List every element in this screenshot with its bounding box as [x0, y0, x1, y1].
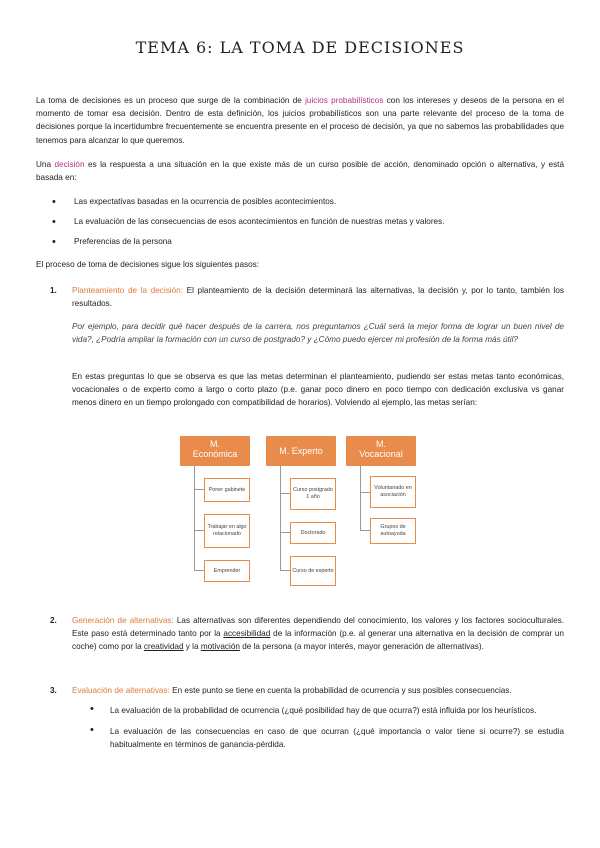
- step-2-text: de la información (p.e. al generar una alternativa en la decisión de comprar un coche) como por la: [72, 629, 564, 652]
- highlight-decision: decisión: [54, 160, 85, 169]
- goal-box: Curso de experto: [290, 556, 336, 586]
- header-line: M.: [210, 439, 220, 449]
- intro-paragraph: [36, 94, 564, 147]
- connector-line: [194, 489, 204, 490]
- connector-line: [194, 466, 195, 570]
- connector-line: [360, 530, 370, 531]
- underlined-term: motivación: [200, 642, 240, 652]
- step-3-heading: Evaluación de alternativas:: [72, 686, 170, 695]
- step-3: [50, 684, 564, 697]
- goal-box: Doctorado: [290, 522, 336, 544]
- step-number: 3.: [50, 686, 57, 695]
- goal-box: Curso postgrado 1 año: [290, 478, 336, 510]
- step-2-text: Las alternativas son diferentes dependiendo del conocimiento, los valores y los factores socioculturales. Este paso está determinado tanto por la: [72, 616, 564, 639]
- step-3-text: En este punto se tiene en cuenta la probabilidad de ocurrencia y sus posibles consecuencias.: [169, 686, 512, 695]
- goal-box: Voluntariado en asociación: [370, 476, 416, 508]
- goals-diagram: [180, 436, 420, 586]
- decision-text-1: Una: [36, 160, 55, 169]
- page-title: TEMA 6: LA TOMA DE DECISIONES: [135, 38, 465, 57]
- connector-line: [194, 530, 204, 531]
- step-1-example: Por ejemplo, para decidir qué hacer después de la carrera, nos preguntamos ¿Cuál será la mejor forma de lograr un buen nivel de vida?, ¿Podría ampliar la formación con un curso de postgrado? y ¿Cómo puedo ejercer mi profesión de la forma más útil?: [72, 322, 564, 345]
- step-number: 2.: [50, 616, 57, 625]
- connector-line: [194, 570, 204, 571]
- header-line: M.: [376, 439, 386, 449]
- connector-line: [280, 570, 290, 571]
- list-item: • Las expectativas basadas en la ocurrencia de posibles acontecimientos.: [50, 192, 560, 212]
- list-item: • La evaluación de las consecuencias de esos acontecimientos en función de nuestras metas y valores.: [50, 212, 560, 232]
- connector-line: [280, 532, 290, 533]
- step-1: [50, 284, 564, 310]
- step-1-text: El planteamiento de la decisión determinará las alternativas, la decisión y, por lo tanto, también los resultados.: [72, 286, 564, 309]
- highlight-juicios: juicios probabilísticos: [305, 96, 384, 105]
- intro-text-1: La toma de decisiones es un proceso que surge de la combinación de: [36, 96, 306, 105]
- header-line: Económica: [192, 449, 238, 459]
- goal-box: Poner gabinete: [204, 478, 250, 502]
- goal-box: Trabajar en algo relacionado: [204, 514, 250, 548]
- step-2-text: de la persona (a mayor interés, mayor generación de alternativas).: [239, 642, 484, 652]
- step-1-paragraph: En estas preguntas lo que se observa es que las metas determinan el planteamiento, pudiendo ser estas metas tanto económicas, vocacionales o de experto como a largo o corto plazo (p.e. ganar poco dinero en poco tiempo con dedicación exclusiva vs ganar menos dinero en un tiempo prolongado con compatibilidad de horarios). Volviendo al ejemplo, las metas serían:: [72, 372, 564, 408]
- step-2-text: y la: [183, 642, 201, 652]
- list-item: • La evaluación de la probabilidad de ocurrencia (¿qué posibilidad hay de que ocurra?) está influida por los heurísticos.: [88, 704, 564, 717]
- header-experto: M. Experto: [266, 436, 336, 466]
- decision-bullets: [50, 192, 560, 252]
- connector-line: [360, 492, 370, 493]
- header-vocacional: [346, 436, 416, 466]
- underlined-term: creatividad: [143, 642, 184, 652]
- decision-paragraph: [36, 158, 564, 184]
- intro-text-2: con los intereses y deseos de la persona en el momento de tomar esa decisión. Dentro de esta definición, los juicios probabilísticos son una parte relevante del proceso de la toma de decisiones porque la incertidumbre frecuentemente se encuentra presente en el proceso de decisión, ya que no sabemos las probabilidades que tenemos para alcanzar lo que queremos.: [36, 96, 564, 145]
- header-line: Vocacional: [359, 449, 403, 459]
- connector-line: [280, 493, 290, 494]
- goal-box: Emprender: [204, 560, 250, 582]
- decision-text-2: es la respuesta a una situación en la que existe más de un curso posible de acción, denominado opción o alternativa, y está basada en:: [36, 160, 565, 183]
- step-3-bullets: [88, 704, 564, 760]
- header-economica: [180, 436, 250, 466]
- step-1-heading: Planteamiento de la decisión:: [72, 286, 184, 295]
- list-item: • La evaluación de las consecuencias en caso de que ocurran (¿qué importancia o valor tiene si ocurre?) se estudia habitualmente en términos de ganancia-pérdida.: [88, 725, 564, 751]
- connector-line: [360, 466, 361, 530]
- step-2: [50, 614, 564, 654]
- underlined-term: accesibilidad: [223, 629, 271, 639]
- steps-intro: El proceso de toma de decisiones sigue los siguientes pasos:: [36, 260, 260, 269]
- connector-line: [280, 466, 281, 570]
- step-number: 1.: [50, 286, 57, 295]
- list-item: • Preferencias de la persona: [50, 232, 560, 252]
- step-2-heading: Generación de alternativas:: [72, 616, 174, 625]
- goal-box: Grupos de autoayuda: [370, 518, 416, 544]
